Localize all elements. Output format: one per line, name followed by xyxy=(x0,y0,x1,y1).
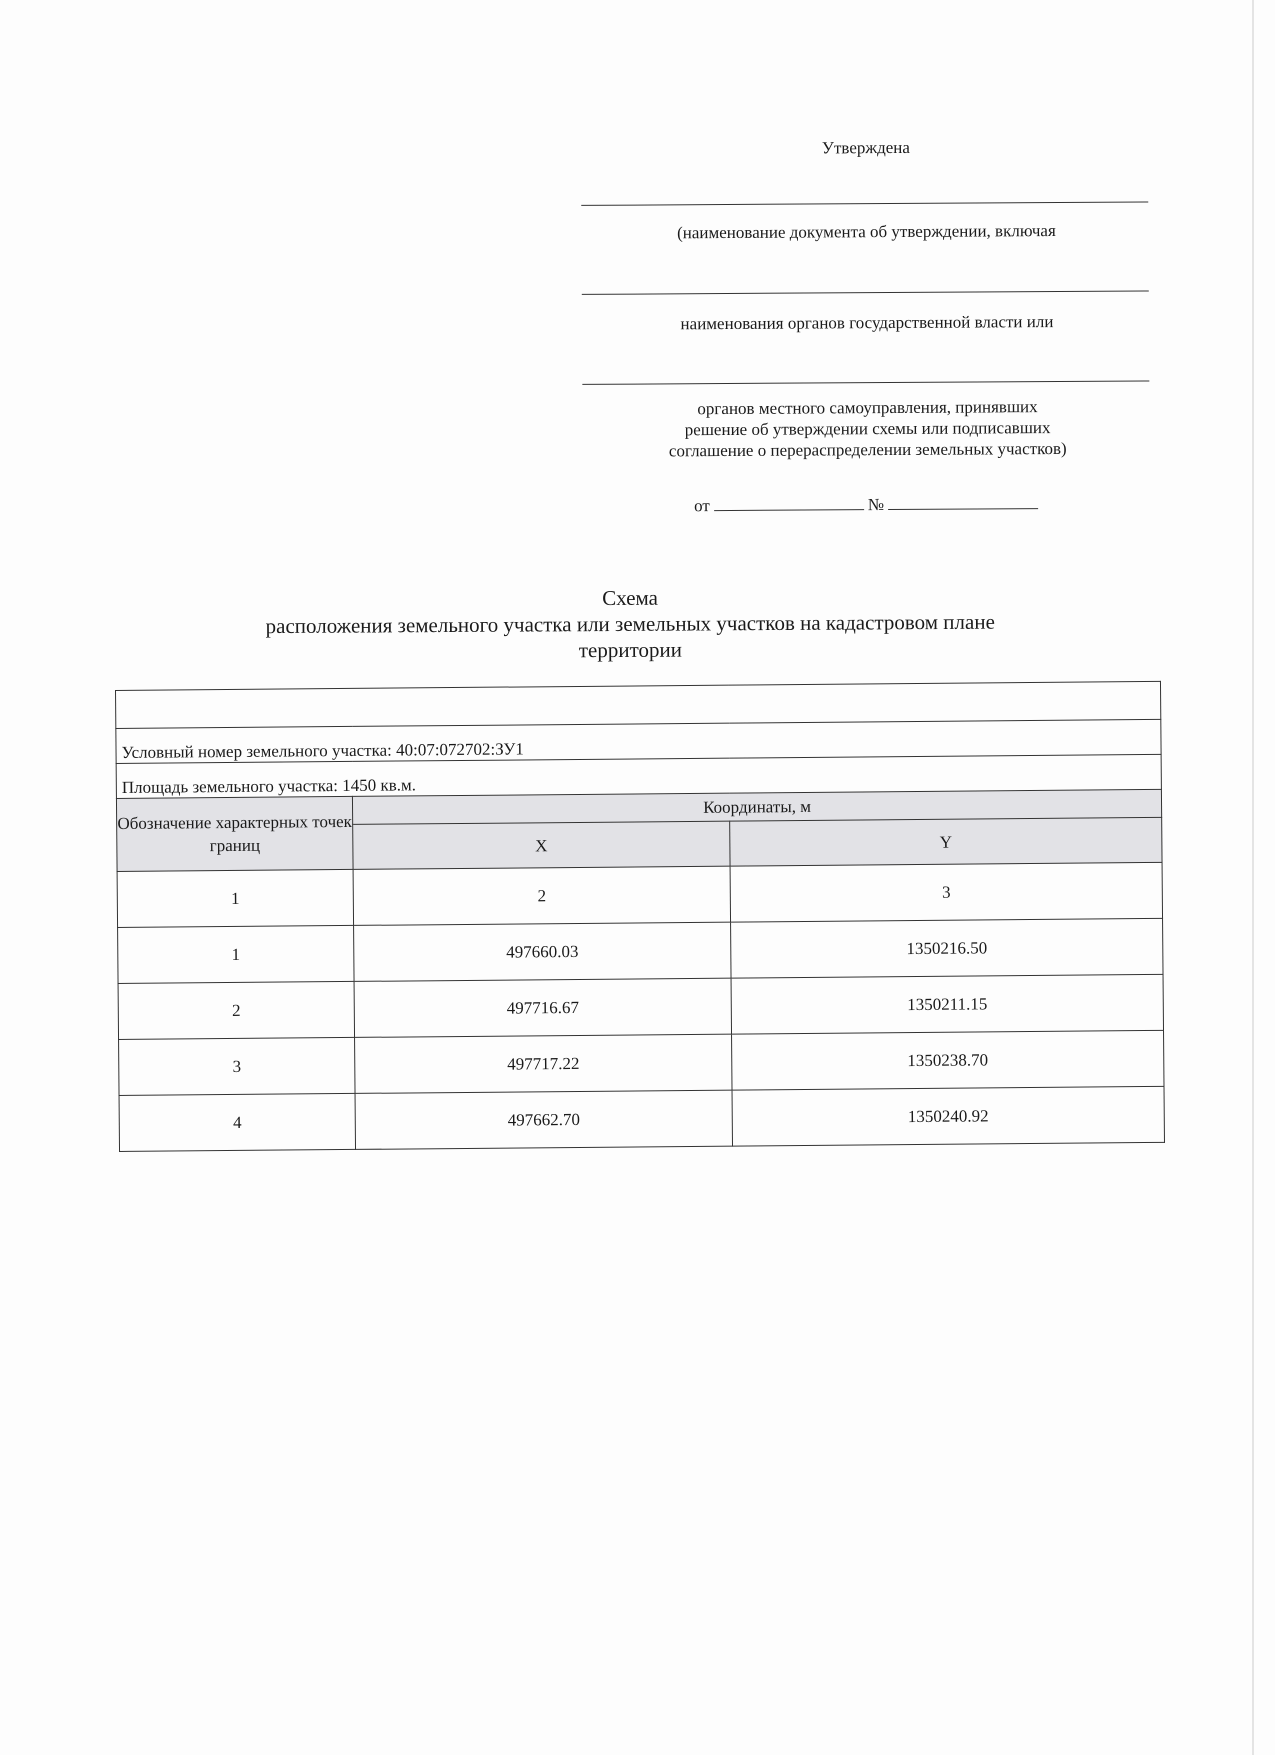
date-blank xyxy=(714,495,864,511)
point-id: 2 xyxy=(118,981,354,1039)
approval-caption-3-line-2: решение об утверждении схемы или подписавших xyxy=(684,418,1051,440)
number-blank xyxy=(888,494,1038,510)
title-line-1: Схема xyxy=(602,585,659,611)
coordinates-table-wrap xyxy=(115,681,1164,1152)
blank-line-3 xyxy=(582,380,1149,384)
x-value: 497716.67 xyxy=(354,978,731,1037)
x-value: 497717.22 xyxy=(355,1034,732,1093)
y-value: 1350216.50 xyxy=(731,918,1163,978)
x-value: 497660.03 xyxy=(354,922,731,981)
table-row xyxy=(118,918,1163,983)
table-row xyxy=(119,1086,1164,1151)
parcel-area: Площадь земельного участка: 1450 кв.м. xyxy=(116,754,1161,798)
point-id: 1 xyxy=(118,925,354,983)
header-y: Y xyxy=(730,817,1162,866)
header-points: Обозначение характерных точек границ xyxy=(116,796,353,871)
blank-line-1 xyxy=(581,201,1148,205)
blank-line-2 xyxy=(582,290,1149,294)
header-x: X xyxy=(353,821,730,869)
parcel-number: Условный номер земельного участка: 40:07:072702:ЗУ1 xyxy=(116,719,1161,763)
column-number-1: 1 xyxy=(117,869,353,927)
x-value: 497662.70 xyxy=(355,1090,732,1149)
table-row xyxy=(119,1030,1164,1095)
y-value: 1350238.70 xyxy=(732,1030,1164,1090)
scan-edge xyxy=(1252,0,1254,1755)
date-prefix: от xyxy=(694,496,710,516)
y-value: 1350240.92 xyxy=(732,1086,1164,1146)
number-sign: № xyxy=(867,495,885,515)
header-coordinates: Координаты, м xyxy=(352,789,1161,824)
approval-caption-3-line-3: соглашение о перераспределении земельных участков) xyxy=(668,438,1067,461)
approval-date-line xyxy=(568,493,1168,517)
column-number-2: 2 xyxy=(353,866,730,925)
table-row xyxy=(118,974,1163,1039)
approval-caption-2: наименования органов государственной власти или xyxy=(680,312,1054,334)
approval-caption-1: (наименование документа об утверждении, включая xyxy=(677,221,1056,243)
coordinates-table xyxy=(115,681,1165,1152)
document-title xyxy=(120,582,1140,666)
y-value: 1350211.15 xyxy=(731,974,1163,1034)
approval-heading: Утверждена xyxy=(821,137,910,158)
column-number-row xyxy=(117,862,1162,927)
title-line-3: территории xyxy=(578,637,683,663)
column-number-3: 3 xyxy=(730,862,1162,922)
point-id: 4 xyxy=(119,1093,355,1151)
point-id: 3 xyxy=(119,1037,355,1095)
title-line-2: расположения земельного участка или земельных участков на кадастровом плане xyxy=(265,609,995,639)
approval-caption-3-line-1: органов местного самоуправления, принявших xyxy=(697,397,1038,419)
